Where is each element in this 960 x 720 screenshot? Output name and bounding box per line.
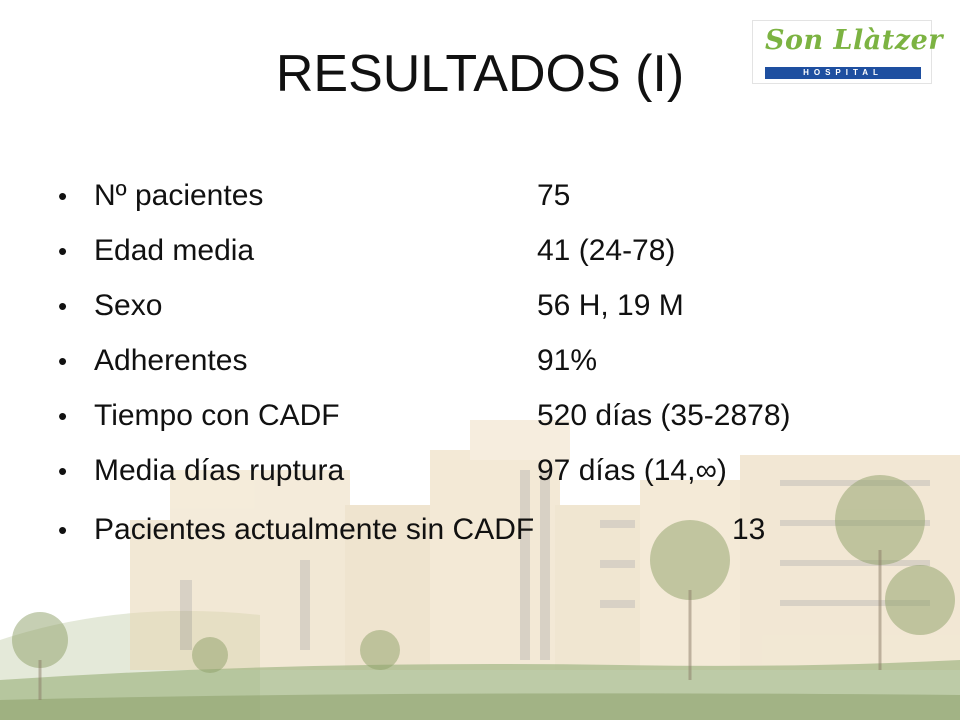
item-value: 75 — [537, 179, 571, 212]
bullet-icon: • — [58, 291, 68, 321]
item-label: Edad media — [94, 234, 255, 267]
item-value: 520 días (35-2878) — [537, 399, 791, 432]
item-label: Nº pacientes — [94, 179, 264, 212]
item-value: 91% — [537, 344, 598, 377]
slide-title: RESULTADOS (I) — [275, 45, 685, 103]
bullet-icon: • — [58, 181, 68, 211]
bullet-icon: • — [58, 456, 68, 486]
bullet-icon: • — [58, 515, 68, 545]
item-value: 41 (24-78) — [537, 234, 676, 267]
item-label: Sexo — [94, 289, 163, 322]
item-value: 97 días (14,∞) — [537, 454, 727, 487]
item-value: 56 H, 19 M — [537, 289, 684, 322]
item-label: Adherentes — [94, 344, 248, 377]
bullet-icon: • — [58, 346, 68, 376]
bullet-icon: • — [58, 236, 68, 266]
logo-wordmark: Son Llàtzer — [765, 25, 943, 56]
item-label: Pacientes actualmente sin CADF — [94, 513, 535, 546]
bullet-icon: • — [58, 401, 68, 431]
item-label: Media días ruptura — [94, 454, 345, 487]
item-value: 13 — [732, 513, 766, 546]
item-label: Tiempo con CADF — [94, 399, 340, 432]
hospital-logo — [752, 20, 943, 84]
logo-subtitle-bar: HOSPITAL — [765, 67, 921, 79]
